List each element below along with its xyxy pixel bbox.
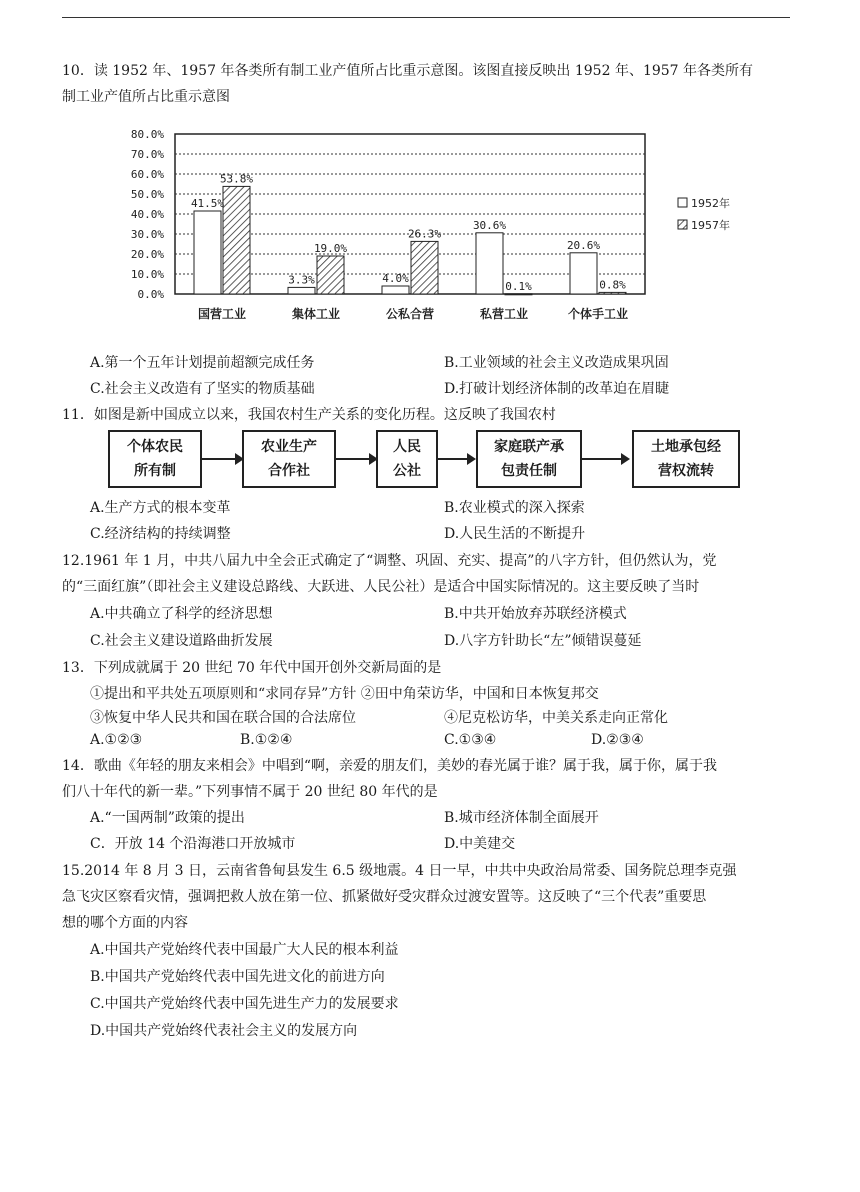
legend-swatch <box>678 198 687 207</box>
bar-s1 <box>476 233 503 294</box>
flow-box-3-line2: 公社 <box>393 463 421 479</box>
y-tick-label: 0.0% <box>137 288 164 301</box>
y-tick-label: 60.0% <box>130 168 164 181</box>
y-tick-label: 80.0% <box>130 128 164 141</box>
bar-s1 <box>288 287 315 294</box>
q13-option-a: A.①②③ <box>90 732 143 748</box>
q11-option-a: A.生产方式的根本变革 <box>90 500 231 516</box>
x-tick-label: 私营工业 <box>479 307 529 321</box>
q13-stem: 13．下列成就属于 20 世纪 70 年代中国开创外交新局面的是 <box>62 660 442 676</box>
q14-option-a: A.“一国两制”政策的提出 <box>90 810 245 826</box>
y-tick-label: 20.0% <box>130 248 164 261</box>
flow-box-5-line1: 土地承包经 <box>651 439 721 455</box>
data-label: 30.6% <box>472 218 507 232</box>
bar-chart-svg <box>100 118 780 330</box>
flow-diagram <box>106 428 746 492</box>
y-tick-label: 70.0% <box>130 148 164 161</box>
flow-box-5-line2: 营权流转 <box>658 463 714 479</box>
flow-box-4-line2: 包责任制 <box>501 463 557 479</box>
flow-box-1-line1: 个体农民 <box>127 439 183 455</box>
flow-box-2-line2: 合作社 <box>268 463 310 479</box>
q11-stem: 11．如图是新中国成立以来，我国农村生产关系的变化历程。这反映了我国农村 <box>62 407 556 423</box>
x-tick-label: 个体手工业 <box>567 307 629 321</box>
q15-stem-line1: 15.2014 年 8 月 3 日，云南省鲁甸县发生 6.5 级地震。4 日一早，中共中央政治局常委、国务院总理李克强 <box>62 863 737 879</box>
x-tick-label: 集体工业 <box>291 307 341 321</box>
flow-box-1-line2: 所有制 <box>134 463 176 479</box>
data-label: 19.0% <box>313 242 348 255</box>
q11-option-d: D.人民生活的不断提升 <box>444 526 586 542</box>
flow-arrow-1 <box>202 458 236 460</box>
q14-option-d: D.中美建交 <box>444 836 516 852</box>
q13-item-4: ④尼克松访华，中美关系走向正常化 <box>444 710 668 726</box>
q13-option-d: D.②③④ <box>591 732 644 748</box>
data-label: 3.3% <box>288 273 315 287</box>
q10-stem-line2: 制工业产值所占比重示意图 <box>62 89 230 105</box>
data-label: 53.8% <box>219 172 254 186</box>
legend-label: 1952年 <box>691 197 730 210</box>
data-label: 26.3% <box>407 227 442 241</box>
q13-item-3: ③恢复中华人民共和国在联合国的合法席位 <box>90 710 356 726</box>
q15-stem-line3: 想的哪个方面的内容 <box>62 915 188 931</box>
y-tick-label: 50.0% <box>130 188 164 201</box>
q13-option-b: B.①②④ <box>240 732 293 748</box>
header-rule <box>62 17 790 18</box>
bar-s2 <box>505 294 532 295</box>
q12-stem-line1: 12.1961 年 1 月，中共八届九中全会正式确定了“调整、巩固、充实、提高”的八字方针，但仍然认为，党 <box>62 553 717 569</box>
q13-item-1-2: ①提出和平共处五项原则和“求同存异”方针 ②田中角荣访华，中国和日本恢复邦交 <box>90 686 599 702</box>
q12-option-b: B.中共开始放弃苏联经济模式 <box>444 606 627 622</box>
flow-box-5 <box>632 430 740 488</box>
bar-chart <box>100 118 780 330</box>
q11-option-c: C.经济结构的持续调整 <box>90 526 231 542</box>
y-tick-label: 40.0% <box>130 208 164 221</box>
flow-box-3-line1: 人民 <box>393 439 421 455</box>
bar-s1 <box>570 253 597 294</box>
q15-option-c: C.中国共产党始终代表中国先进生产力的发展要求 <box>90 996 399 1012</box>
q15-option-a: A.中国共产党始终代表中国最广大人民的根本利益 <box>90 942 399 958</box>
q12-stem-line2: 的“三面红旗”（即社会主义建设总路线、大跃进、人民公社）是适合中国实际情况的。这主要反映了当时 <box>62 579 700 595</box>
flow-arrow-4 <box>582 458 622 460</box>
y-tick-label: 10.0% <box>130 268 164 281</box>
flow-box-1 <box>108 430 202 488</box>
bar-s2 <box>317 256 344 294</box>
flow-box-4-line1: 家庭联产承 <box>494 439 564 455</box>
bar-s1 <box>382 286 409 294</box>
flow-arrow-2 <box>336 458 370 460</box>
q15-option-b: B.中国共产党始终代表中国先进文化的前进方向 <box>90 969 385 985</box>
data-label: 0.1% <box>505 279 532 293</box>
q14-stem-line2: 们八十年代的新一辈。”下列事情不属于 20 世纪 80 年代的是 <box>62 784 438 800</box>
bar-s2 <box>223 186 250 294</box>
data-label: 4.0% <box>382 272 409 285</box>
q10-option-b: B.工业领域的社会主义改造成果巩固 <box>444 355 669 371</box>
q12-option-d: D.八字方针助长“左”倾错误蔓延 <box>444 633 642 649</box>
q10-option-d: D.打破计划经济体制的改革迫在眉睫 <box>444 381 670 397</box>
q14-option-c: C．开放 14 个沿海港口开放城市 <box>90 836 296 852</box>
q15-stem-line2: 急飞灾区察看灾情，强调把救人放在第一位、抓紧做好受灾群众过渡安置等。这反映了“三个代表”重要思 <box>62 889 707 905</box>
y-tick-label: 30.0% <box>130 228 164 241</box>
q12-option-a: A.中共确立了科学的经济思想 <box>90 606 273 622</box>
flow-box-2-line1: 农业生产 <box>261 439 317 455</box>
data-label: 41.5% <box>190 197 225 210</box>
flow-box-2 <box>242 430 336 488</box>
flow-box-4 <box>476 430 582 488</box>
bar-s1 <box>194 211 221 294</box>
q15-option-d: D.中国共产党始终代表社会主义的发展方向 <box>90 1023 358 1039</box>
q11-option-b: B.农业模式的深入探索 <box>444 500 585 516</box>
x-tick-label: 国营工业 <box>197 307 247 321</box>
flow-box-3 <box>376 430 438 488</box>
legend-swatch <box>678 220 687 229</box>
flow-arrow-3 <box>438 458 468 460</box>
bar-s2 <box>599 292 626 294</box>
q13-option-c: C.①③④ <box>444 732 497 748</box>
x-tick-label: 公私合营 <box>385 307 435 321</box>
q14-option-b: B.城市经济体制全面展开 <box>444 810 599 826</box>
data-label: 20.6% <box>566 238 601 252</box>
bar-s2 <box>411 241 438 294</box>
q10-stem-line1: 10．读 1952 年、1957 年各类所有制工业产值所占比重示意图。该图直接反映出 1952 年、1957 年各类所有 <box>62 63 754 79</box>
legend-label: 1957年 <box>691 219 730 232</box>
q12-option-c: C.社会主义建设道路曲折发展 <box>90 633 273 649</box>
data-label: 0.8% <box>599 278 626 292</box>
q10-option-c: C.社会主义改造有了坚实的物质基础 <box>90 381 315 397</box>
q14-stem-line1: 14．歌曲《年轻的朋友来相会》中唱到“啊，亲爱的朋友们，美妙的春光属于谁？属于我，属于你，属于我 <box>62 758 717 774</box>
q10-option-a: A.第一个五年计划提前超额完成任务 <box>90 355 315 371</box>
